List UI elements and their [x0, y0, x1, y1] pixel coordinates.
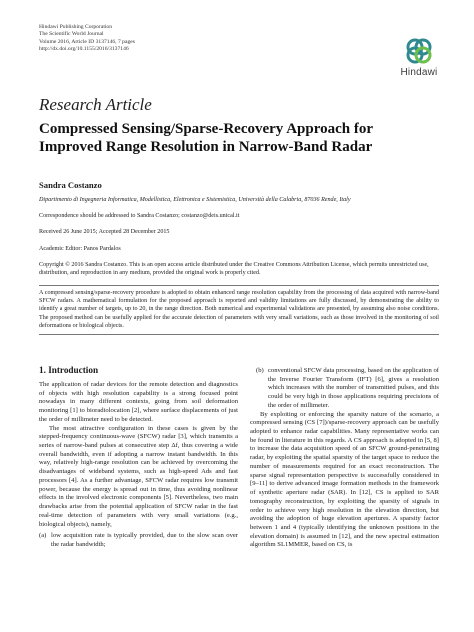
abstract: A compressed sensing/sparse-recovery procedure is adopted to obtain enhanced range resolution capability from the processing of data acquired with narrow-band SFCW radars. A mathematical formulation for the proposed approach is reported and validity limitations are fully discussed, by demonstrating the ability to identify a great number of targets, up to 20, in the range direction. Both numerical and experimental validations are presented, by assuming also noise conditions. The proposed method can be usefully applied for the accurate detection of parameters with very small variations, such as those involved in the monitoring of soil deformations or biological objects. — [39, 285, 439, 335]
list-item-a — [39, 532, 238, 549]
right-column — [250, 367, 439, 550]
doi-link[interactable]: http://dx.doi.org/10.1155/2016/3137146 — [39, 46, 129, 53]
article-type: Research Article — [39, 95, 152, 114]
intro-paragraph-3: By exploiting or enforcing the sparsity nature of the scenario, a compressed sensing (CS [7])/sparse-recovery approach can be usefully adopted to enhance radar capabilities. Many representative works can be found in literature in this regards. A CS approach is adopted in [5, 8] to increase the data acquisition speed of an SFCW ground-penetrating radar, by exploiting the spatial sparsity of the target space to reduce the number of measurements required for an exact reconstruction. The sparse signal representation perspective is successfully considered in [9–11] to derive advanced image formation methods in the framework of synthetic aperture radar (SAR). In [12], CS is applied to SAR tomography reconstruction, by exploiting the sparsity of signals in order to achieve very high resolution in the elevation direction, but avoiding the adoption of huge elevation apertures. A sparsity factor between 1 and 4 (typically identifying the unknown positions in the elevation domain) is assumed in [12], and the new spectral estimation algorithm SL1MMER, based on CS, is — [250, 410, 439, 549]
list-item-b — [250, 367, 439, 411]
affiliation: Dipartimento di Ingegneria Informatica, Modellistica, Elettronica e Sistemistica, Università della Calabria, 87036 Rende, Italy — [39, 197, 351, 203]
copyright-notice: Copyright © 2016 Sandra Costanzo. This is an open access article distributed under the Creative Commons Attribution License, which permits unrestricted use, distribution, and reproduction in any medium, provided the original work is properly cited. — [39, 262, 429, 276]
list-text-b: conventional SFCW data processing, based on the application of the Inverse Fourier Transform (IFT) [6], gives a resolution which increases with the number of transmitted pulses, and this could be very high in those applications requiring precisions of the order of millimeter. — [268, 367, 439, 409]
left-column — [39, 381, 238, 550]
correspondence: Correspondence should be addressed to Sandra Costanzo; costanzo@deis.unical.it — [39, 213, 240, 219]
hindawi-logo — [394, 36, 444, 78]
publisher-name: Hindawi Publishing Corporation — [39, 24, 113, 30]
academic-editor: Academic Editor: Panos Pardalos — [39, 246, 121, 252]
hindawi-logo-icon — [404, 36, 434, 66]
journal-name: The Scientific World Journal — [39, 31, 104, 38]
publication-info — [39, 24, 135, 54]
list-label-b: (b) — [256, 367, 264, 374]
section-heading: 1. Introduction — [39, 365, 99, 375]
author-name: Sandra Costanzo — [39, 180, 102, 190]
intro-paragraph-2: The most attractive configuration in these cases is given by the stepped-frequency continuous-wave (SFCW) radar [3], which transmits a series of narrow-band pulses at consecutive step Δf, thus covering a wide overall bandwidth, even if adopting a narrow instant bandwidth. In this way, relatively high-range resolution can be achieved by overcoming the disadvantages of wideband systems, such as high-speed Ads and fast processors [4]. As a further advantage, SFCW radar requires low transmit power, because the energy is spread out in time, thus avoiding nonlinear effects in the involved electronic components [5]. Nevertheless, two main drawbacks arise from the potential application of SFCW radar in the fast real-time detection of parameters with very small variations (e.g., biological objects), namely, — [39, 424, 238, 528]
list-label-a: (a) — [39, 532, 47, 540]
dates: Received 26 June 2015; Accepted 28 December 2015 — [39, 229, 170, 235]
paper-title: Compressed Sensing/Sparse-Recovery Approach for Improved Range Resolution in Narrow-Band Radar — [39, 121, 373, 155]
logo-text: Hindawi — [400, 67, 438, 78]
intro-paragraph-1: The application of radar devices for the remote detection and diagnostics of objects with high resolution capability is a strong focused point nowadays in many different contexts, going from soil deformation monitoring [1] to bioradiolocation [2], where surface displacements of just the order of millimeter need to be detected. — [39, 381, 238, 423]
list-text-a: low acquisition rate is typically provided, due to the slow scan over the radar bandwidth; — [51, 532, 238, 548]
volume-info: Volume 2016, Article ID 3137146, 7 pages — [39, 38, 135, 45]
